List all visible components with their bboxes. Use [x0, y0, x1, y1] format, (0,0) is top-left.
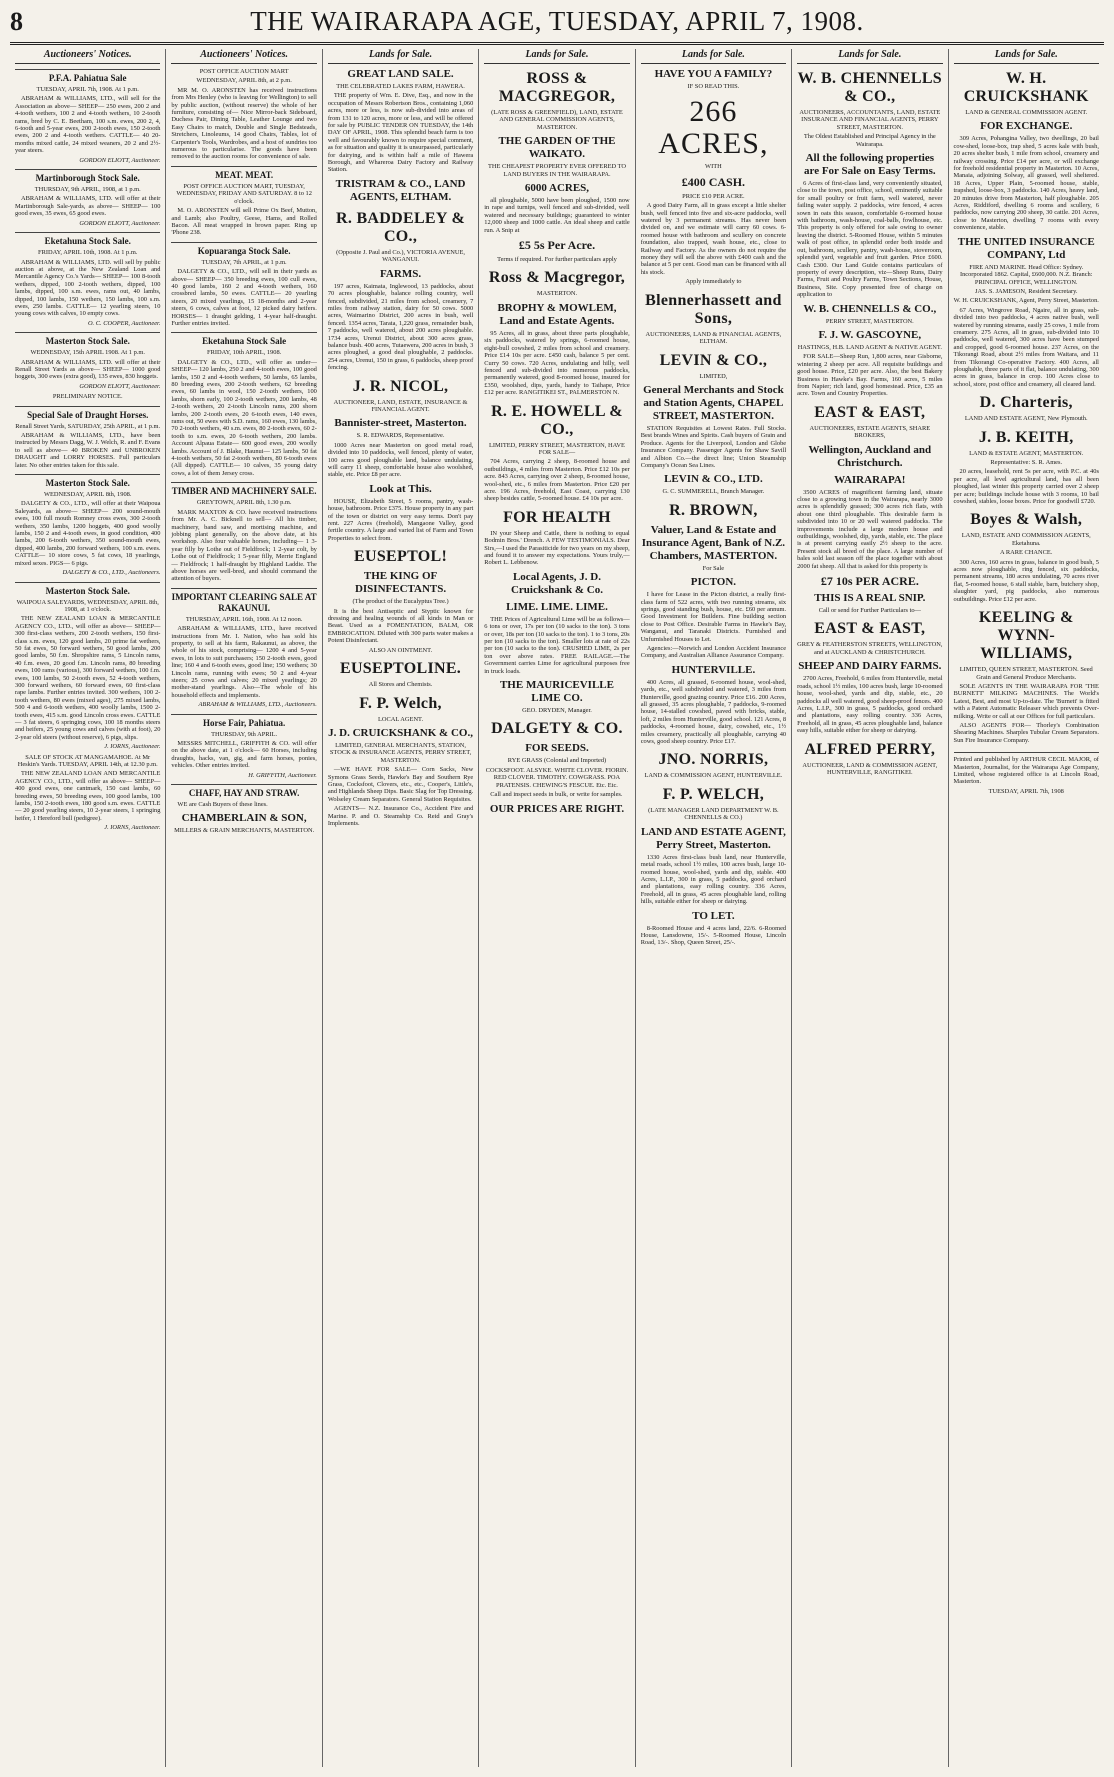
sub-heading: THE UNITED INSURANCE COMPANY, Ltd — [957, 235, 1095, 261]
advertiser-name: EUSEPTOLINE. — [339, 660, 462, 678]
centered-line: WITH — [705, 163, 722, 171]
sub-heading: TRISTRAM & CO., LAND AGENTS, ELTHAM. — [335, 177, 466, 203]
centered-line: THURSDAY, APRIL 16th, 1908. At 12 noon. — [185, 615, 303, 623]
advertiser-name: F. P. WELCH, — [662, 785, 765, 803]
signature: GORDON ELIOTT, Auctioneer. — [79, 219, 161, 227]
advertiser-name: ROSS & MACGREGOR, — [498, 70, 616, 105]
column-header: Lands for Sale. — [641, 49, 786, 64]
paragraph: 197 acres, Kaimata, Inglewood, 13 paddocks, about 70 acres ploughable, balance rolling country, well fenced, subdivided, 21 miles from school, creamery, 7 miles from railway station, dairy for 50 cows. 5000 acres, Waimarino District, 200 acres in bush, well fenced. 1354 acres, Tarata, 1,220 grass, remainder bush, 7 paddocks, well watered, about 200 acres ploughable. 1734 acres, Urenui District, about 300 acres grass, balance bush. 400 acres, Tutaewera, 200 acres in bush, 3 acres ploughed, a good deal ploughable, 2 paddocks. 254 acres, Urenui, 150 in grass, 6 paddocks, sheep proof fencing. — [327, 282, 474, 372]
centered-line: THURSDAY, 9th APRIL, 1908, at 1 p.m. — [34, 186, 141, 194]
advertiser-name: EUSEPTOL! — [354, 548, 448, 566]
sub-heading: THE MAURICEVILLE LIME CO. — [499, 679, 614, 705]
sub-heading: J. D. CRUICKSHANK & CO., — [328, 726, 473, 739]
centered-line: Terms if required. For further particulars apply — [497, 256, 617, 264]
sub-heading: THIS IS A REAL SNIP. — [814, 592, 926, 605]
centered-line: TUESDAY, APRIL 7th, 1908. At 1 p.m. — [36, 86, 139, 93]
sub-heading: LEVIN & CO., LTD. — [664, 473, 763, 486]
paragraph: A good Dairy Farm, all in grass except a little shelter bush, well fenced into five and six-acre paddocks, well watered by 3 permanent streams. Has never been divided on, and we estimate will carry 60 cows. 6-roomed house with bathroom and scullery on concrete foundation, also trapped, wash house, etc., close to Railway and Factory. As the owners do not require the money they will sell the above with £400 cash and the balance at 5 per cent. Good man can be financed with all his stock. — [640, 202, 787, 276]
paragraph: ABRAHAM & WILLIAMS, LTD. will offer at their Martinborough Sale-yards, as above— SHEEP— 100 good ewes, 35 ewes, 65 good ewes. — [15, 195, 161, 218]
advertiser-name: JNO. NORRIS, — [658, 751, 769, 769]
centered-line: LAND & GENERAL COMMISSION AGENT. — [965, 109, 1088, 116]
paragraph: 1000 Acres near Masterton on good metal road, divided into 10 paddocks, well fenced, plenty of water, 100 acres good ploughable land, balance undulating, will carry 11 sheep, comfortable house also woolshed, stable, etc. Price £8 per acre. — [327, 441, 474, 479]
paragraph: THE Prices of Agricultural Lime will be as follows— 6 tons or over, 17s per ton (10 sacks to the ton). 3 tons or over, 18s per ton (10 sacks to the ton). 1 to 3 tons, 20s per ton (10 sacks to the ton). Smaller lots at rate of 22s per ton (10 sacks to the ton). CRUSHED LIME, 2s per ton over above rates. FREE RAILAGE.—The Government carries Lime for agricultural purposes free in truck loads. — [484, 615, 630, 675]
section-heading: Masterton Stock Sale. — [15, 582, 160, 597]
paragraph: MARK MAXTON & CO. have received instructions from Mr. A. C. Bicknell to sell— All his timber, machinery, band saw, and mortising machine, and jobbing plant generally, on the above date, at his workshop. Also four valuable horses, including— 1 3-year filly by Lothe out of Fieldfrock; 1 2-year colt, by Lothe out of Fieldfrock; 1 5-year filly, Merrie England— Fieldfrock; 1 half-draught by Highland Laddie. The above horses are well-bred, and should command the attention of buyers. — [171, 508, 317, 583]
paragraph: DALGETY & CO., LTD., will offer as under— SHEEP— 120 lambs, 250 2 and 4-tooth ewes, 100 good lambs, 150 2 and 4-tooth wethers, 50 lambs, 65 lambs, 80 breeding ewes, 200 2-tooth wethers, 62 breeding ewes, 60 lambs in wool, 150 2-tooth wethers, 100 lambs, shorn early, 100 2-tooth wethers, 200 lambs, 48 2-tooth wethers, 20 2-tooth Lincoln rams, 200 shorn lambs, 200 2-tooth ewes, 20 6-tooth ewes, 140 ewes, rams out, 50 ewes with S.D. rams, 160 ewes, 130 lambs, 70 2-tooth wethers, 40 s.m. ewes, 80 2-tooth ewes, 60 2-tooth to s.m. ewes, 20 6-tooth wethers, 200 lambs. Account Alpaua Estate— 600 good ewes, 200 woolly lambs. Account of J. Blake, Haunui— 125 lambs, 50 fat 4-tooth wethers, 50 fat 2-tooth wethers, 80 6-tooth ewes (All dipped). CATTLE— 10 calves, 35 young dairy cows, a lot of them Jersey cross. — [171, 358, 317, 477]
signature: DALGETY & CO., LTD., Auctioneers. — [62, 569, 161, 577]
sub-heading: FARMS. — [380, 267, 422, 280]
signature: GORDON ELIOTT, Auctioneer. — [79, 382, 161, 390]
paragraph: 20 acres, leasehold, rent 5s per acre, with P.C. at 40s per acre, all level agricultural land, has all been ploughed, last winter this property carried over 2 sheep per acre; buildings include house with 3 rooms, 10 bail cowshed, stables, loose boxes. Price for goodwill £720. — [953, 468, 1099, 506]
advertiser-name: EAST & EAST, — [814, 620, 926, 638]
centered-line: LIMITED, QUEEN STREET, MASTERTON. Seed Grain and General Produce Merchants. — [959, 666, 1093, 681]
paragraph: ALSO AGENTS FOR— Thorley's Combination Shearing Machines. Sharples Tubular Cream Separators. Sun Fire Insurance Company. — [953, 721, 1099, 744]
paragraph: 8-Roomed House and 4 acres land, 22/6. 6-Roomed House, Lansdowne, 15/-. 5-Roomed House, Lincoln Road, 13/-. Shop, Queen Street, 25/-. — [640, 924, 787, 947]
centered-line: THURSDAY, 9th APRIL. — [211, 730, 278, 738]
sub-heading: Wellington, Auckland and Christchurch. — [808, 443, 932, 469]
paragraph: 3500 ACRES of magnificent farming land, situate close to a growing town in the Wairarapa, nearly 3000 acres is splendidly grassed; 300 acres rich flats, with about one third ploughable. This desirable farm is subdivided into 10 or 20 well watered paddocks. The improvements include a large modern house and outbuildings, woolshed, dip, yards, stable, etc. The place is at present carrying easily 2½ sheep to the acre. Present stock all breed of the place. A large number of bales sold last season off the place together with about 2000 fat sheep. All that is asked for this property is — [797, 488, 943, 570]
advertiser-name: J. B. KEITH, — [978, 428, 1074, 446]
centered-line: LOCAL AGENT. — [378, 715, 424, 723]
paragraph: 704 Acres, carrying 2 sheep, 8-roomed house and outbuildings, 4 miles from Masterton. Price £12 10s per acre. 843 Acres, carrying over 2 sheep, 8-roomed house, wool-shed, etc., 6 miles from Masterton. Price £20 per acre. 196 Acres, freehold, East Coast, carrying 130 sheep besides cattle, 5-roomed house. £4 10s per acre. — [484, 458, 630, 503]
advertiser-name: LEVIN & CO., — [659, 351, 768, 369]
centered-line: TUESDAY, APRIL 7th, 1908 — [988, 787, 1064, 795]
paragraph: Agencies:—Norwich and London Accident Insurance Company, and Australian Alliance Assurance Company. — [640, 645, 787, 660]
centered-line: LIMITED, GENERAL MERCHANTS, STATION, STOCK & INSURANCE AGENTS, PERRY STREET, MASTERTON. — [329, 741, 472, 764]
advertiser-name: D. Charteris, — [979, 394, 1073, 412]
paragraph: HOUSE, Elizabeth Street, 5 rooms, pantry, wash-house, bathroom. Price £375. House property in any part of the town or district on very easy terms. Don't pay rent. 227 Acres (freehold), Mangaone Valley, good fertile country. A large and varied list of Farm and Town Properties to select from. — [327, 497, 474, 542]
centered-line: FIRE AND MARINE. Head Office: Sydney. Incorporated 1862. Capital, £600,000. N.Z. Branch: PRINCIPAL OFFICE, WELLINGTON. — [959, 263, 1093, 286]
paragraph: SOLE AGENTS IN THE WAIRARAPA FOR 'THE BURNETT' MILKING MACHINES. The World's Latest, Best, and most Up-to-date. The 'Burnett' is fitted with a Patent Automatic Releaser which prevents Over-milking. Write or call at our Offices for full particulars. — [953, 682, 1099, 720]
centered-line: AUCTIONEER, LAND & COMMISSION AGENT, HUNTERVILLE, RANGITIKEI. — [802, 761, 938, 776]
sub-heading: TO LET. — [692, 909, 735, 922]
column-1 — [10, 49, 166, 1767]
sub-heading: FOR SEEDS. — [525, 742, 589, 755]
advertiser-name: R. BADDELEY & CO., — [336, 209, 466, 245]
centered-line: AUCTIONEER, LAND, ESTATE, INSURANCE & FINANCIAL AGENT. — [333, 398, 468, 413]
advertiser-name: Boyes & Walsh, — [970, 511, 1083, 529]
paragraph: M. O. ARONSTEN will sell Prime Ox Beef, Mutton, and Lamb; also Poultry, Geese, Hams, and Rolled Bacon. All meat wrapped in brown paper. Ring up 'Phone 238. — [171, 207, 317, 237]
advertiser-name: ALFRED PERRY, — [804, 740, 936, 758]
centered-line: LAND, ESTATE AND COMMISSION AGENTS, Eketahuna. — [961, 532, 1091, 547]
advertiser-name: W. H. CRUICKSHANK — [963, 70, 1089, 105]
centered-line: (LATE MANAGER LAND DEPARTMENT W. B. CHENNELLS & CO.) — [648, 806, 779, 822]
sub-heading: Local Agents, J. D. Cruickshank & Co. — [510, 570, 603, 596]
signature: H. GRIFFITH, Auctioneer. — [248, 771, 317, 779]
paragraph: all ploughable, 5000 have been ploughed, 1500 now in rape and turnips, well fenced and sub-divided, well watered and necessary buildings; guaranteed to winter 12,000 sheep and 1000 cattle. An ideal sheep and cattle run. A Snip at — [484, 197, 630, 234]
centered-line: MASTERTON. — [536, 290, 578, 298]
centered-line: (Opposite J. Paul and Co.), VICTORIA AVENUE, WANGANUI. — [336, 248, 465, 264]
paragraph: THE property of Wm. E. Dive, Esq., and now in the occupation of Messrs Robertson Bros., containing 1,060 acres, more or less, is now sub-divided into areas of from 131 to 120 acres, more or less, and will be offered for sale by PUBLIC TENDER ON TUESDAY, the 14th DAY OF APRIL, 1908. This splendid beach farm is too well and favourably known to require special comment, as for situation and quality it is unsurpassed, particularly for dairying, and is within half a mile of Hawera Borough, and Whareroa Dairy Factory and Railway Station. — [327, 92, 474, 174]
centered-line: LAND & ESTATE AGENT, MASTERTON. — [969, 449, 1084, 457]
paragraph: MR M. O. ARONSTEN has received instructions from Mrs Henley (who is leaving for Wellington) to sell by public auction, (without reserve) the whole of her furniture, consisting of— Nice Mirror-back Sideboard, Duchess Pair, Dining Table, Leather Lounge and two Easy Chairs to match, Double and Single Bedsteads, Stretchers, Linoleums, 14 good Chairs, Tables, lot of Carpenter's Tools, Wardrobes, and a host of sundries too numerous to particularise. The goods have been removed to the auction rooms for convenience of sale. — [171, 86, 317, 161]
column-header: Lands for Sale. — [954, 49, 1099, 64]
sub-heading: GREAT LAND SALE. — [347, 68, 454, 80]
section-heading: IMPORTANT CLEARING SALE AT RAKAUNUI. — [171, 588, 316, 614]
centered-line: All Stores and Chemists. — [368, 681, 433, 689]
paragraph: DALGETY & CO., LTD., will offer at their Waipoua Saleyards, as above— SHEEP— 200 sound-mouth ewes, 100 full mouth Romney cross ewes, 300 2-tooth wethers, 350 lambs, 1200 hoggets, 400 good woolly lambs, 150 2 and 4-tooth ewes, in good condition, 400 lambs, 200 6-tooth wethers, 350 sound-mouth ewes, dipped, 400 lambs, 200 forward wethers, 100 s.m. ewes. CATTLE— 10 store cows, 5 fat cows, 18 yearlings, mixed sexes. PIGS— 6 pigs. — [15, 500, 161, 567]
centered-line: LAND AND ESTATE AGENT, New Plymouth. — [964, 415, 1088, 423]
centered-line: (LATE ROSS & GREENFIELD), LAND, ESTATE AND GENERAL COMMISSION AGENTS, MASTERTON. — [491, 109, 623, 131]
sub-heading: PICTON. — [690, 576, 737, 589]
sub-heading: Look at This. — [369, 482, 432, 495]
centered-line: LIMITED, PERRY STREET, MASTERTON, HAVE FOR SALE— — [489, 441, 625, 456]
centered-line: WEDNESDAY, 15th APRIL 1908. At 1 p.m. — [30, 349, 145, 357]
centered-line: Apply immediately to — [685, 278, 742, 286]
columns — [10, 49, 1104, 1767]
paragraph: 309 Acres, Pohangina Valley, two dwellings, 20 bail cow-shed, loose-box, trap shed, 5 acres kale with bush, 20 acres shelter bush, 1 mile from school, creamery and railway crossing. Price £14 per acre, or will exchange for freehold residential property in Masterton. 10 Acres, Manaia, adjoining Solway, all grassed, well sheltered. 18 Acres, Upper Plain, 5-roomed house, stable, trapshed, loose-box, 3 paddocks. 140 Acres, heavy land, 20 minutes drive from Masterton, half ploughable. 205 Acres, Riddiford, dwelling 6 rooms and scullery, 6 paddocks, now carrying 200 sheep, 30 cattle. 201 Acres, close to Masterton, dwelling 7 rooms with every convenience, stable. — [953, 135, 1099, 232]
sub-heading: WAIRARAPA! — [834, 473, 906, 486]
section-heading: CHAFF, HAY AND STRAW. — [171, 784, 316, 799]
centered-line: For Sale — [702, 564, 725, 572]
paragraph: STATION Requisites at Lowest Rates. Full Stocks. Best brands Wines and Spirits. Cash buyers of Grain and Produce. Agents for the Liverpool, London and Globe Insurance Company. Passenger Agents for Shaw Savill and Albion Co.—the direct line; Union Steamship Company's Ocean Sea Lines. — [640, 424, 787, 469]
advertiser-name: DALGETY & CO. — [491, 720, 623, 738]
section-heading: Horse Fair, Pahiatua. — [171, 714, 316, 729]
centered-line: GEO. DRYDEN, Manager. — [522, 707, 592, 715]
page-number: 8 — [10, 7, 23, 36]
sub-heading: HUNTERVILLE. — [671, 663, 756, 676]
centered-line: POST OFFICE AUCTION MART — [199, 68, 289, 75]
sub-heading: All the following properties are For Sale on Easy Terms. — [804, 152, 936, 178]
sub-heading: CHAMBERLAIN & SON, — [181, 812, 307, 825]
paragraph: ABRAHAM & WILLIAMS, LTD., have received instructions from Mr. I. Nation, who has sold his property, to sell at his farm, Rakaunui, as above, the whole of his stock, comprising— 1200 4 and 5-year ewes, in lots to suit purchasers; 150 2-tooth ewes, good line; 160 4 and 6-tooth ewes, good line; 150 wethers; 30 Lincoln rams, running with ewes; 50 2 and 4-year steers; 25 cows and calves; 20 mixed yearlings; 20 mother-stand yearlings. Also—The whole of his household effects and implements. — [171, 625, 317, 699]
centered-line: (The product of the Eucalyptus Tree.) — [352, 598, 449, 606]
centered-line: WEDNESDAY, APRIL 8th, at 2 p.m. — [196, 77, 292, 85]
centered-line: TUESDAY, 7th APRIL, at 1 p.m. — [201, 258, 287, 266]
section-heading: Masterton Stock Sale. — [15, 332, 160, 347]
signature: ABRAHAM & WILLIAMS, LTD., Auctioneers. — [198, 701, 317, 709]
centered-line: ALSO AN OINTMENT. — [368, 646, 433, 654]
centered-line: POST OFFICE AUCTION MART, TUESDAY, WEDNESDAY, FRIDAY AND SATURDAY. 8 to 12 o'clock. — [176, 182, 312, 205]
centered-line: PRICE £10 PER ACRE. — [682, 192, 745, 200]
centered-line: SALE OF STOCK AT MANGAMAHOE. At Mr Heskin's Yards. TUESDAY, APRIL 14th, at 12.30 p.m. — [17, 753, 158, 769]
centered-line: HASTINGS, H.B. LAND AGENT & NATIVE AGENT. — [797, 343, 942, 351]
advertiser-name: Blennerhassett and Sons, — [645, 291, 782, 327]
section-heading: P.F.A. Pahiatua Sale — [15, 69, 160, 84]
centered-line: PERRY STREET, MASTERTON. — [825, 317, 914, 325]
column-4 — [479, 49, 635, 1767]
paragraph: Call and inspect seeds in bulk, or write for samples. — [490, 791, 623, 799]
centered-line: AUCTIONEERS, LAND & FINANCIAL AGENTS, ELTHAM. — [645, 330, 782, 346]
section-heading: Eketahuna Stock Sale — [171, 332, 316, 347]
centered-line: Call or send for Further Particulars to— — [818, 607, 921, 615]
masthead — [10, 6, 1104, 45]
centered-line: COCKSFOOT. ALSYKE. WHITE CLOVER. FIORIN. RED CLOVER. TIMOTHY. COWGRASS. POA PRATENSIS. CHEWING'S FESCUE. Etc. Etc. — [485, 766, 629, 789]
paragraph: 6 Acres of first-class land, very conveniently situated, close to the town, post office, school, eminently suitable for small poultry or fruit farm, well watered, never failing water supply. 2 paddocks, wire fenced, 4 acres sown in oats this season, comfortable 6-roomed house with bathroom, wash-house, coal-balls, fowlhouse, etc. This property is only offered for sale owing to owner leaving the district. 5-Roomed House, within 5 minutes walk of post office, in splendid order both inside and out, bathroom, scullery, pantry, wash-house, stoveroom, splendid yard, vegetable and fruit garden. Price £600. Cash £300. Our Land Guide contains particulars of property of every description, viz—Sheep Runs, Dairy Farms, Fruit and Poultry Farms, Town Sections, House, Business, Site. Copy presented free of charge on application to — [797, 180, 943, 299]
price-callout: £7 10s PER ACRE. — [820, 574, 919, 589]
paragraph: 67 Acres, Wingrove Road, Ngaire, all in grass, sub-divided into two paddocks, 4 acres native bush, well watered by running streams, easily 25 cows, 1 mile from creamery. 275 Acres, all in grass, sub-divided into 10 paddocks, well watered, 300 acres have been stumped and cropped, good 6-roomed house. 237 Acres, on the Tikorangi Road, about 2½ miles from Waitara, and 11 from Tikorangi Co-operative Factory. 400 Acres, all ploughable, three parts of it flat, balance undulating, 300 acres in grass, balance in crop. 100 Acres close to school, store, post office and creamery, all cleared land. — [953, 306, 1099, 388]
headline-figure: 266 ACRES, — [658, 95, 769, 161]
paragraph: ABRAHAM & WILLIAMS, LTD. will sell by public auction at above, at the New Zealand Loan and Mercantile Agency Co.'s Yards— SHEEP— 100 8-tooth wethers, dipped, 100 2-tooth wethers, dipped, 100 lambs, dipped, 100 s.m. ewes, rams out, 40 lambs, dipped, 100 lambs, 150 wethers, 150 lambs, 100 s.m. ewes, 250 lambs. CATTLE— 12 yearling steers, 10 young cows with calves, 10 empty cows. — [15, 258, 161, 318]
centered-line: WAIPOUA SALEYARDS, WEDNESDAY, APRIL 8th, 1908, at 1 o'clock. — [16, 598, 159, 613]
centered-line: Renall Street Yards, SATURDAY, 25th APRIL, at 1 p.m. — [15, 422, 161, 430]
paragraph: 400 Acres, all grassed, 6-roomed house, wool-shed, yards, etc., well subdivided and watered, 3 miles from Hunterville, good grazing country. Price £16. 200 Acres, all grassed, 35 acres ploughable, 7 paddocks, 9-roomed house, 14-stalled cowshed, paved with bricks, stable, loft, 2 miles from Hunterville, good school. 121 Acres, 8 paddocks, 4-roomed house, dairy, cowshed, etc., 1½ miles creamery, practically all ploughable, carrying 40 cows, good sheep country. Price £17. — [640, 678, 787, 746]
paragraph: ABRAHAM & WILLIAMS, LTD. will offer at their Renall Street Yards as above— SHEEP— 1000 good hoggets, 300 ewes (extra good), 135 ewes, 830 hoggets. — [15, 358, 161, 381]
centered-line: LAND & COMMISSION AGENT, HUNTERVILLE. — [644, 772, 783, 780]
column-header: Auctioneers' Notices. — [15, 49, 160, 64]
signature: O. C. COOPER, Auctioneer. — [87, 319, 161, 327]
paragraph: WE are Cash Buyers of these lines. — [177, 801, 268, 809]
advertiser-name: R. E. HOWELL & CO., — [491, 402, 623, 438]
section-heading: Eketahuna Stock Sale. — [15, 232, 160, 247]
sub-heading: LAND AND ESTATE AGENT, Perry Street, Masterton. — [640, 825, 786, 851]
paragraph: ABRAHAM & WILLIAMS, LTD., have been instructed by Messrs Dagg, W. J. Welch, R. and F. Evans to sell as above— 40 BROKEN and UNBROKEN DRAUGHT and LORRY HORSES. Full particulars later. No other entries taken for this sale. — [15, 432, 161, 469]
advertiser-name: J. R. NICOL, — [352, 377, 449, 395]
sub-heading: THE GARDEN OF THE WAIKATO. — [498, 135, 616, 161]
paragraph: FOR SALE—Sheep Run, 1,800 acres, near Gisborne, wintering 2 sheep per acre. All requisite buildings and good house. Price, £20 per acre. Also, the best Bakery Business in Hawke's Bay. Farms, 160 acres, 5 miles from Napier; rich land, good homestead. Price, £35 an acre. Town and Country Properties. — [797, 353, 943, 398]
advertiser-name: EAST & EAST, — [814, 403, 926, 421]
column-header: Auctioneers' Notices. — [171, 49, 316, 64]
section-heading: Martinborough Stock Sale. — [15, 169, 160, 184]
price-callout: £400 CASH. — [681, 174, 746, 189]
sub-heading: General Merchants and Stock and Station Agents, CHAPEL STREET, MASTERTON. — [643, 383, 784, 422]
sub-heading: THE KING OF DISINFECTANTS. — [354, 570, 447, 596]
paragraph: 95 Acres, all in grass, about three parts ploughable, six paddocks, watered by springs, 6-roomed house, eight-bull cowshed, 2 miles from school and creamery. Price £14 10s per acre. £450 cash, balance 5 per cent. Curry 50 cows. 720 Acres, undulating and hilly, well fenced and sub-divided into numerous paddocks, permanently watered, good 8-roomed house, insured for £350, woolshed, dips, yards, handy to Taihape, Price £12 per acre. RANGITIKEI ST., PALMERSTON N. — [484, 329, 630, 397]
centered-line: MILLERS & GRAIN MERCHANTS, MASTERTON. — [174, 827, 315, 835]
newspaper-title: THE WAIRARAPA AGE, TUESDAY, APRIL 7, 1908. — [250, 6, 864, 36]
signature: J. IORNS, Auctioneer. — [104, 824, 161, 832]
centered-line: WEDNESDAY, APRIL 8th, 1908. — [43, 491, 132, 499]
sub-heading: Valuer, Land & Estate and Insurance Agent, Bank of N.Z. Chambers, MASTERTON. — [641, 523, 786, 562]
centered-line: THE CHEAPEST PROPERTY EVER OFFERED TO LAND BUYERS IN THE WAIRARAPA. — [487, 163, 626, 178]
centered-line: S. R. EDWARDS, Representative. — [356, 432, 445, 440]
section-heading: Special Sale of Draught Horses. — [15, 406, 160, 421]
advertiser-name: KEELING & WYNN-WILLIAMS, — [978, 609, 1074, 663]
centered-line: The Oldest Established and Principal Agency in the Wairarapa. — [803, 133, 936, 148]
paragraph: THE NEW ZEALAND LOAN & MERCANTILE AGENCY CO., LTD., will offer as above— SHEEP— 300 first-class wethers, 200 2-tooth wethers, 150 first-class s.m. ewes, 120 good lambs, 20 prime fat wethers, 50 fat ewes, 50 forward wethers, 50 good lambs, 200 good lambs, 50 f.m. Shropshire rams, 5 Lincoln rams, 40 f.m. ewes, 20 good f.m. Lincoln rams, 80 breeding ewes, 100 rams (various), 300 forward wethers, 100 f.m. ewes, 100 lambs, 50 2-tooth ewes, 52 4-tooth wethers, 300 forward wethers, 60 forward ewes, 60 first-class rape lambs. Further entries invited. 300 wethers, 100 2-tooth wethers, 80 ewes (mixed ages), 275 mixed lambs, 500 4 and 6-tooth wethers, 400 woolly lambs, 1500 2-tooth ewes, 415 s.m. good Lincoln cross ewes. CATTLE— 3 fat steers, 6 springing cows, 100 18 months steers and heifers, 25 young cows and calves (with at foot), 20 2-year old steers (without reserve), 6 pigs, slips. — [15, 615, 161, 741]
signature: GORDON ELIOTT, Auctioneer. — [79, 156, 161, 164]
centered-line: A RARE CHANCE. — [1000, 549, 1053, 557]
advertiser-name: R. BROWN, — [669, 501, 758, 519]
centered-line: G. C. SUMMERELL, Branch Manager. — [662, 488, 765, 496]
sub-heading: F. J. W. GASCOYNE, — [818, 328, 922, 341]
sub-heading: BROPHY & MOWLEM, Land and Estate Agents. — [497, 301, 617, 327]
sub-heading: SHEEP AND DAIRY FARMS. — [798, 660, 942, 673]
column-6 — [792, 49, 948, 1767]
paragraph: THE NEW ZEALAND LOAN AND MERCANTILE AGENCY CO., LTD., will offer as above— SHEEP— 400 good ewes, one cantmark, 150 cast lambs, 60 breeding ewes, 50 breeding ewes, 100 good lambs, 100 lambs, 150 2-tooth ewes, 180 good s.m. ewes. CATTLE— 20 good yearling steers, 10 2-year steers, 1 springing heifer, 1 Hereford bull (pedigree). — [15, 770, 161, 822]
sub-heading: FOR EXCHANGE. — [980, 120, 1073, 133]
section-heading: Masterton Stock Sale. — [15, 474, 160, 489]
section-heading: MEAT. MEAT. — [171, 166, 316, 181]
paragraph: MESSRS MITCHELL, GRIFFITH & CO. will offer on the above date, at 1 o'clock— 60 Horses, including draughts, hacks, van, gig, and farm horses, ponies, vehicles. Other entries invited. — [171, 740, 317, 770]
column-header: Lands for Sale. — [328, 49, 473, 64]
sub-heading: LIME. LIME. LIME. — [506, 600, 608, 613]
paragraph: 1330 Acres first-class bush land, near Hunterville, metal roads, school 1½ miles, 100 acres bush, large 10-roomed house, wool-shed, yards and dip, stable. 400 Acres, L.I.P., 300 in grass, 5 paddocks, good orchard and plantations, easy rolling country. 336 Acres, Freehold, all in grass, 45 acres ploughable land, rolling hills, suitable either for sheep or dairying. — [640, 853, 787, 906]
column-2 — [166, 49, 322, 1767]
centered-line: FRIDAY, APRIL 10th, 1908. At 1 p.m. — [38, 249, 138, 257]
centered-line: PRELIMINARY NOTICE. — [52, 393, 123, 401]
centered-line: AUCTIONEERS, ACCOUNTANTS, LAND, ESTATE INSURANCE AND FINANCIAL AGENTS, PERRY STREET, MASTERTON. — [799, 109, 941, 131]
centered-line: AUCTIONEERS, ESTATE AGENTS, SHARE BROKERS, — [809, 424, 931, 440]
column-3 — [323, 49, 479, 1767]
paragraph: I have for Lease in the Picton district, a really first-class farm of 522 acres, with two running streams, six springs, good standing bush, house, etc. £60 per annum. Good Investment for Builders. Fine building section close to Post Office. Desirable Farms in Hawke's Bay, Wanganui, and Taranaki Districts. Furnished and Unfurnished Houses to Let. — [640, 591, 787, 643]
centered-line: THE CELEBRATED LAKES FARM, HAWERA. — [336, 83, 465, 90]
sub-heading: 6000 ACRES, — [524, 182, 590, 195]
section-heading: TIMBER AND MACHINERY SALE. — [171, 482, 316, 497]
column-7 — [949, 49, 1104, 1767]
section-heading: Kopuaranga Stock Sale. — [171, 242, 316, 257]
sub-heading: W. B. CHENNELLS & CO., — [803, 302, 937, 315]
paragraph: 2700 Acres, Freehold, 6 miles from Hunterville, metal roads, school 1½ miles, 100 acres bush, large 10-roomed house, wool-shed, yards and dip, stable, etc., 20 paddocks all well watered, good sheep-proof fences. 400 Acres, L.I.P., 300 in grass, 5 paddocks, good orchard and plantations, easy rolling country. 336 Acres, Freehold, all in grass, 45 acres ploughable land, balance easy hills, suitable either for sheep or dairying. — [797, 675, 943, 735]
paragraph: —WE HAVE FOR SALE— Corn Sacks, New Symons Grass Seeds, Hawke's Bay and Southern Rye Grass, Cocksfoot, Clovers, etc., etc., Cooper's, Little's, and Highlands Sheep Dips. Basic Slag for Top Dressing. Wolseley Cream Separators. General Station Requisites. — [327, 766, 474, 803]
paragraph: ABRAHAM & WILLIAMS, LTD., will sell for the Association as above— SHEEP— 250 ewes, 200 2 and 4-tooth wethers, 100 2 and 4-tooth wethers, 10 2-tooth rams, bred by C. E. Beetham, 100 s.m. ewes, 200 2, 4, 6-tooth and 5-year ewes, 200 2-tooth ewes, 150 2-tooth ewes, 200 2 and 4-tooth wethers. CATTLE— 40 20-months mixed cattle, 24 mixed weaners, 20 2 and 2½-year steers. — [15, 95, 161, 155]
paragraph: 300 Acres, 160 acres in grass, balance in good bush, 5 acres now ploughable, ring fenced, six paddocks, permanent streams, 180 acres undulating, 70 acres river flat, 5-roomed house, 6 stall stable, barn, butchery shop, slaughter yard, pig paddocks, also numerous outbuildings. Price £12 per acre. — [953, 558, 1099, 603]
column-header: Lands for Sale. — [797, 49, 942, 64]
sub-heading: HAVE YOU A FAMILY? — [654, 68, 773, 80]
centered-line: LIMITED, — [699, 372, 728, 380]
advertiser-name: F. P. Welch, — [359, 694, 442, 712]
centered-line: GREYTOWN, APRIL 8th, 1.30 p.m. — [196, 499, 292, 507]
sub-heading: OUR PRICES ARE RIGHT. — [489, 802, 625, 815]
paragraph: DALGETY & CO., LTD., will sell in their yards as above— SHEEP— 350 breeding ewes, 100 cull ewes, 40 good lambs, 160 2 and 4-tooth wethers, 160 crossbred lambs, 50 ewes. CATTLE— 20 yearling steers, 20 mixed yearlings, 15 18-months and 2-year steers, 6 cows, calves at foot, 12 picked dairy heifers. HORSES— 1 draught gelding, 1 4-year half-draught. Further entries invited. — [171, 268, 317, 327]
advertiser-name: W. B. CHENNELLS & CO., — [797, 70, 943, 105]
signature: J. IORNS, Auctioneer. — [104, 743, 161, 751]
centered-line: W. H. CRUICKSHANK, Agent, Perry Street, Masterton. — [953, 297, 1099, 305]
centered-line: JAS. S. JAMESON, Resident Secretary. — [974, 287, 1078, 295]
paragraph: IN your Sheep and Cattle, there is nothing to equal Bodmin Bros.' Drench. A FEW TESTIMONIALS. Dear Sirs,—I used the Parasiticide for two years on my sheep, and found it to answer my expectations. Yours truly,—Robert L. Lebbenow. — [484, 529, 630, 567]
imprint: Printed and published by ARTHUR CECIL MAJOR, of Masterton, Journalist, for the Wairarapa Age Company, Limited, whose registered office is at Lincoln Road, Masterton. — [954, 752, 1099, 786]
centered-line: GREY & FEATHERSTON STREETS, WELLINGTON, and at AUCKLAND & CHRISTCHURCH. — [797, 641, 943, 656]
column-5 — [636, 49, 792, 1767]
centered-line: FRIDAY, 10th APRIL, 1908. — [207, 349, 282, 357]
centered-line: RYE GRASS (Colonial and Imported) — [507, 757, 607, 765]
price-callout: £5 5s Per Acre. — [518, 238, 596, 253]
advertiser-name: Ross & Macgregor, — [488, 269, 626, 287]
centered-line: IF SO READ THIS. — [687, 83, 740, 90]
column-header: Lands for Sale. — [484, 49, 629, 64]
paragraph: AGENTS— N.Z. Insurance Co., Accident Fire and Marine. P. and O. Steamship Co. Reid and Gray's Implements. — [327, 805, 474, 827]
advertiser-name: FOR HEALTH — [503, 508, 611, 526]
sub-heading: Bannister-street, Masterton. — [334, 417, 467, 430]
centered-line: Representative: S. R. Ames. — [990, 459, 1063, 466]
paragraph: It is the best Antiseptic and Styptic known for dressing and healing wounds of all kinds in Man or Beast. Used as a FOMENTATION, BALM, OR EMBROCATION. Diluted with 300 parts water makes a Potent Disinfectant. — [327, 607, 474, 645]
